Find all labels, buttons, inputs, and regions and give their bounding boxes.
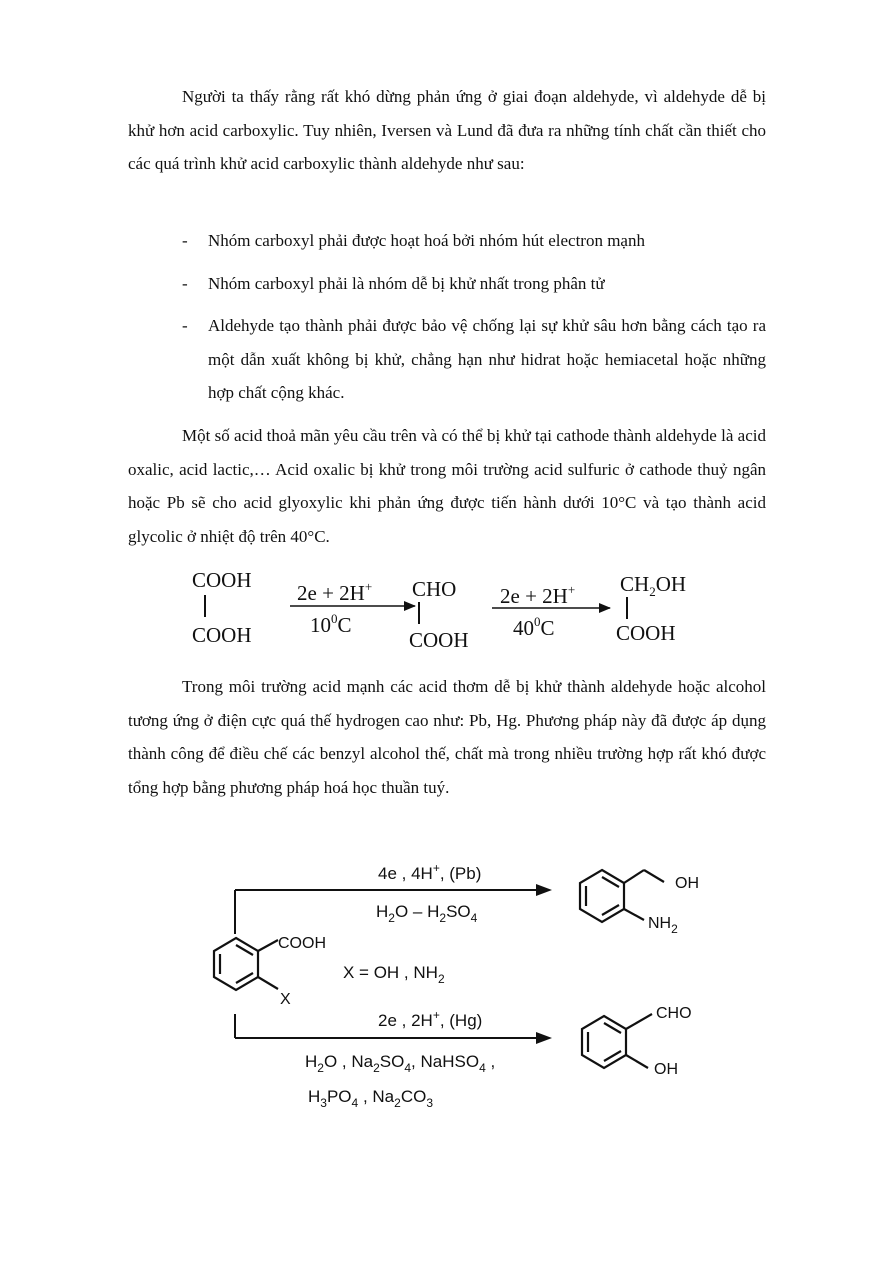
lower-conditions-line1: 2e , 2H+, (Hg) — [378, 1008, 483, 1030]
lower-conditions-line3: $H_3PO_4$ , $Na_2CO_3$ — [308, 1087, 433, 1110]
list-item: - Nhóm carboxyl phải được hoạt hoá bởi nhóm hút electron mạnh — [182, 231, 645, 250]
paragraph-intro: Người ta thấy rằng rất khó dừng phản ứng ở giai đoạn aldehyde, vì aldehyde dễ bị khử hơn acid carboxylic. Tuy nhiên, Iversen và Lund đã đưa ra những tính chất cần thiết cho các quá trình khử acid carboxylic thành aldehyde như sau: — [128, 87, 766, 173]
upper-conditions-line1: 4e , 4H+, (Pb) — [378, 861, 482, 883]
glyoxylic-bottom-label: COOH — [409, 628, 469, 652]
arrow1-below-label: $10^0C$ — [310, 611, 352, 637]
start-x-label: X — [280, 991, 291, 1008]
lower-arrow-head — [536, 1032, 552, 1044]
arrow2-below-label: $40^0C$ — [513, 614, 555, 640]
oxalic-bottom-label: COOH — [192, 623, 252, 647]
glyoxylic-top-label: CHO — [412, 577, 457, 601]
lower-conditions-line2: $H_2O$ , $Na_2SO_4$, NaHSO$_4$ , — [305, 1052, 496, 1075]
arrow1-head — [404, 601, 416, 611]
list-item: - Aldehyde tạo thành phải được bảo vệ chống lại sự khử sâu hơn bằng cách tạo ra một dẫn xuất không bị khử, chẳng hạn như hidrat hoặc hemiacetal hoặc những hợp chất cộng khác. — [182, 316, 766, 402]
arrow2-head — [599, 603, 611, 613]
arrow2-above-label: 2e + 2H+ — [500, 582, 576, 608]
glycolic-top-label: $CH_2OH$ — [620, 572, 687, 599]
paragraph-aromatic: Trong môi trường acid mạnh các acid thơm dễ bị khử thành aldehyde hoặc alcohol tương ứng ở điện cực quá thế hydrogen cao như: Pb, Hg. Phương pháp này đã được áp dụng thành công để điều chế các benzyl alcohol thế, chất mà trong nhiều trường hợp rất khó được tổng hợp bằng phương pháp hoá học thuần tuý. — [128, 677, 766, 797]
benzene-ring-start — [214, 938, 278, 990]
product1-nh2-label: $NH_2$ — [648, 915, 678, 936]
oxalic-reduction-scheme — [180, 562, 720, 658]
product1-oh-label: OH — [675, 875, 699, 892]
x-definition-label: X = OH , $NH_2$ — [343, 963, 445, 986]
upper-arrow-head — [536, 884, 552, 896]
start-cooh-label: COOH — [278, 935, 326, 952]
aromatic-reduction-scheme — [190, 850, 730, 1120]
benzene-ring-product2 — [582, 1014, 652, 1068]
requirements-list — [182, 224, 766, 419]
product2-oh-label: OH — [654, 1061, 678, 1078]
arrow1-above-label: 2e + 2H+ — [297, 579, 373, 605]
product2-cho-label: CHO — [656, 1005, 692, 1022]
oxalic-top-label: COOH — [192, 568, 252, 592]
glycolic-bottom-label: COOH — [616, 621, 676, 645]
list-item: - Nhóm carboxyl phải là nhóm dễ bị khử nhất trong phân tử — [182, 273, 605, 293]
paragraph-oxalic: Một số acid thoả mãn yêu cầu trên và có thể bị khử tại cathode thành aldehyde là acid oxalic, acid lactic,… Acid oxalic bị khử trong môi trường acid sulfuric ở cathode thuỷ ngân hoặc Pb sẽ cho acid glyoxylic khi phản ứng được tiến hành dưới 10°C và tạo thành acid glycolic ở nhiệt độ trên 40°C. — [128, 426, 766, 546]
upper-conditions-line2: $H_2O - H_2SO_4$ — [376, 902, 478, 925]
